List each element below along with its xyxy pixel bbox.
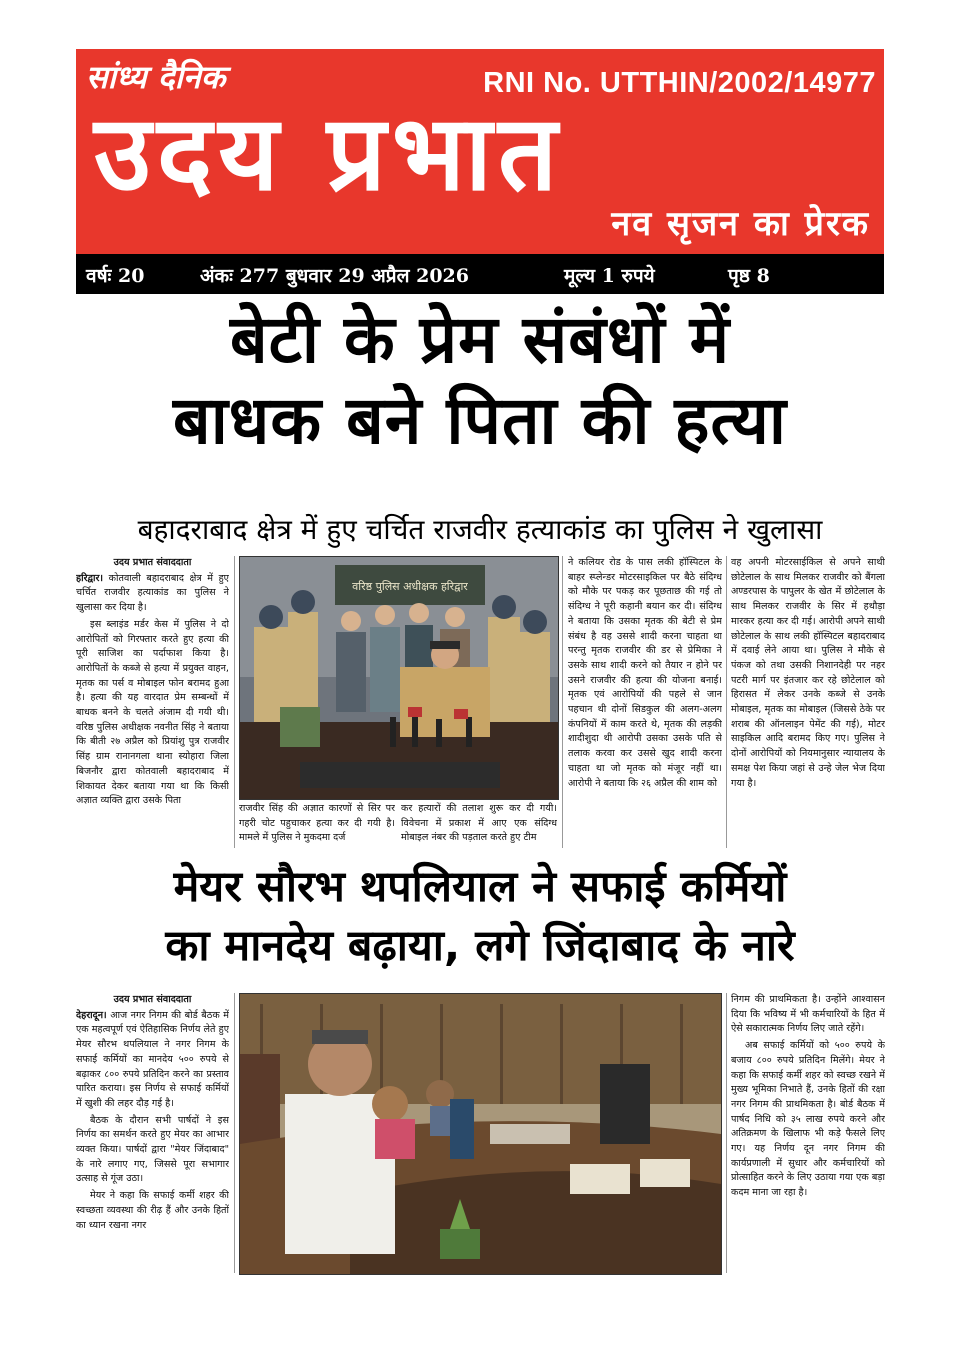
story1-photo-caption-right xyxy=(401,802,557,848)
story2-headline xyxy=(60,858,900,977)
story2-paragraph-4: निगम की प्राथमिकता है। उन्होंने आश्वासन दिया कि भविष्य में भी कर्मचारियों के हित में ऐसे सकारात्मक निर्णय लिए जाते रहेंगे। xyxy=(731,994,885,1035)
masthead-motto: नव सृजन का प्रेरक xyxy=(611,204,870,244)
story2-column-1 xyxy=(76,993,229,1273)
story1-press-conference-photo xyxy=(239,556,559,800)
story1-column-1 xyxy=(76,556,229,848)
story2-paragraph-2: बैठक के दौरान सभी पार्षदों ने इस निर्णय का समर्थन करते हुए मेयर का आभार व्यक्त किया। पार्षदों द्वारा "मेयर जिंदाबाद" के नारे लगाए गए, जिससे पूरा सभागार उत्साह से गूंज उठा। xyxy=(76,1114,229,1185)
year-label: वर्षः 20 xyxy=(86,265,145,287)
masthead xyxy=(76,49,884,254)
story1-subheadline: बहादराबाद क्षेत्र में हुए चर्चित राजवीर हत्याकांड का पुलिस ने खुलासा xyxy=(137,513,823,546)
story2-paragraph-3: मेयर ने कहा कि सफाई कर्मी शहर की स्वच्छता व्यवस्था की रीढ़ हैं और उनके हितों का ध्यान रखना नगर xyxy=(76,1190,229,1231)
meeting-photo-illustration xyxy=(240,994,721,1274)
story1-headline-line1: बेटी के प्रेम संबंधों में xyxy=(229,301,731,378)
column-rule xyxy=(234,556,235,848)
rni-number: RNI No. UTTHIN/2002/14977 xyxy=(483,67,876,99)
story1-caption-left-text: राजवीर सिंह की अज्ञात कारणों से सिर पर गहरी चोट पहुचाकर हत्या कर दी गयी है। मामले में पुलिस ने मुकदमा दर्ज xyxy=(239,803,395,844)
story1-column-4 xyxy=(731,556,885,848)
story2-board-meeting-photo xyxy=(239,993,722,1275)
story1-paragraph-2: इस ब्लाइंड मर्डर केस में पुलिस ने दो आरोपितों को गिरफ्तार करते हुए हत्या की पूरी साजिश का पर्दाफाश किया है। आरोपितों के कब्जे से हत्या में प्रयुक्त वाहन, मृतक का पर्स व मोबाइल फोन बरामद हुआ है। हत्या की यह वारदात प्रेम सम्बन्धों में बाधक बनने के चलते अंजाम दी गयी थी। वरिष्ठ पुलिस अधीक्षक नवनीत सिंह ने बताया कि बीती २७ अप्रैल को प्रियांशु पुत्र राजवीर सिंह ग्राम रानानगला थाना स्योहारा जिला बिजनौर द्वारा कोतवाली बहादराबाद में शिकायत देकर बताया गया था कि किसी अज्ञात व्यक्ति द्वारा उसके पिता xyxy=(76,618,229,807)
story1-byline: उदय प्रभात संवाददाता xyxy=(113,557,192,568)
story1-dateline: हरिद्वार। xyxy=(76,572,104,584)
column-rule xyxy=(726,993,727,1273)
story1-column-3 xyxy=(568,556,722,848)
column-rule xyxy=(562,556,563,848)
story1-headline-line2: बाधक बने पिता की हत्या xyxy=(173,381,787,459)
story2-headline-line2: का मानदेय बढ़ाया, लगे जिंदाबाद के नारे xyxy=(165,921,795,972)
price-label: मूल्य 1 रुपये xyxy=(564,265,655,287)
page-number-label: पृष्ठ 8 xyxy=(728,265,770,287)
masthead-tagline: सांध्य दैनिक xyxy=(86,58,226,96)
story1-paragraph-1: कोतवाली बहादराबाद क्षेत्र में हुए चर्चित राजवीर हत्याकांड का पुलिस ने खुलासा कर दिया है। xyxy=(76,572,229,614)
story2-column-3 xyxy=(731,993,885,1273)
story2-headline-line1: मेयर सौरभ थपलियाल ने सफाई कर्मियों xyxy=(173,862,787,912)
story1-column-4-text: वह अपनी मोटरसाईकिल से अपने साथी छोटेलाल के साथ मिलकर राजवीर को बैंगला अण्डरपास के पापुलर के खेत में छोटेलाल के साथ मिलकर राजवीर के सिर में हथौड़ा मारकर हत्या कर दी गई। आरोपी अपने साथी छोटेलाल के साथ लकी हॉस्पिटल बहादराबाद में दवाई लेने आया था। पुलिस ने मौके से पंकज को तथा उसकी निशानदेही पर नहर पटरी मार्ग पर इंतजार कर रहे छोटेलाल को हिरासत में लेकर उनके कब्जे से उनके मोबाइल, मृतक का मोबाइल (जिससे ठेके पर शराब की ऑनलाइन पेमेंट की गई), मोटर साइकिल आदि बरामद किए गए। पुलिस ने दोनों आरोपियों को नियमानुसार न्यायालय के समक्ष पेश किया जहां से उन्हे जेल भेज दिया गया है। xyxy=(731,557,885,789)
photo-sign-text: वरिष्ठ पुलिस अधीक्षक हरिद्वार xyxy=(352,580,468,593)
paper-name: उदय प्रभात xyxy=(94,92,564,214)
column-rule xyxy=(726,556,727,848)
press-photo-illustration xyxy=(240,557,558,799)
story2-byline: उदय प्रभात संवाददाता xyxy=(113,994,192,1005)
story1-headline xyxy=(60,300,900,461)
story1-column-3-text: ने कलियर रोड के पास लकी हॉस्पिटल के बाहर स्प्लेन्डर मोटरसाइकिल पर बैठे संदिग्ध को मौके पर पकड़ कर पूछताछ की गई तो संदिग्ध ने पूरी कहानी बयान कर दी। संदिग्ध ने बताया कि उसका मृतक की बेटी से प्रेम संबंध है वह उससे शादी करना चाहता था परन्तु मृतक राजवीर की डर से प्रेमिका ने उसके साथ शादी करने को तैयार न होने पर उसने राजवीर की हत्या की योजना बनाई। मृतक एवं आरोपियों की पहले से जान पहचान थी दोनों सिडकुल की अलग-अलग कंपनियों में काम करते थे, मृतक की लड़की शादीशुदा थी आरोपी उसका उसके पति से तलाक करवा कर उससे खुद शादी करना चाहता था जो मृतक को मंजूर नहीं था। आरोपी ने बताया कि २६ अप्रैल की शाम को xyxy=(568,557,722,789)
story1-caption-right-text: कर हत्यारों की तलाश शुरू कर दी गयी। विवेचना में प्रकाश में आए एक संदिग्ध मोबाइल नंबर की पड़ताल करते हुए टीम xyxy=(401,803,557,844)
story2-paragraph-1: आज नगर निगम की बोर्ड बैठक में एक महत्वपूर्ण एवं ऐतिहासिक निर्णय लेते हुए मेयर सौरभ थपलियाल ने नगर निगम के सफाई कर्मियों का मानदेय ५०० रुपये से बढ़ाकर ८०० रुपये प्रतिदिन करने का प्रस्ताव पारित कराया। इस निर्णय से सफाई कर्मियों में खुशी की लहर दौड़ गई है। xyxy=(76,1009,229,1109)
issue-date-label: अंकः 277 बुधवार 29 अप्रैल 2026 xyxy=(200,265,470,287)
story2-paragraph-5: अब सफाई कर्मियों को ५०० रुपये के बजाय ८०० रुपये प्रतिदिन मिलेंगे। मेयर ने कहा कि सफाई कर्मी शहर को स्वच्छ रखने में मुख्य भूमिका निभाते हैं, उनके हितों की रक्षा नगर निगम की प्राथमिकता है। बोर्ड बैठक में पार्षद निधि को ३५ लाख रुपये करने और अतिक्रमण के खिलाफ भी कड़े फैसले लिए गए। यह निर्णय दून नगर निगम की कार्यप्रणाली में सुधार और कर्मचारियों को प्रोत्साहित करने के लिए उठाया गया एक बड़ा कदम माना जा रहा है। xyxy=(731,1040,885,1199)
issue-info-bar xyxy=(76,254,884,294)
story1-photo-caption-left xyxy=(239,802,395,848)
column-rule xyxy=(234,993,235,1273)
story2-dateline: देहरादून। xyxy=(76,1009,107,1021)
